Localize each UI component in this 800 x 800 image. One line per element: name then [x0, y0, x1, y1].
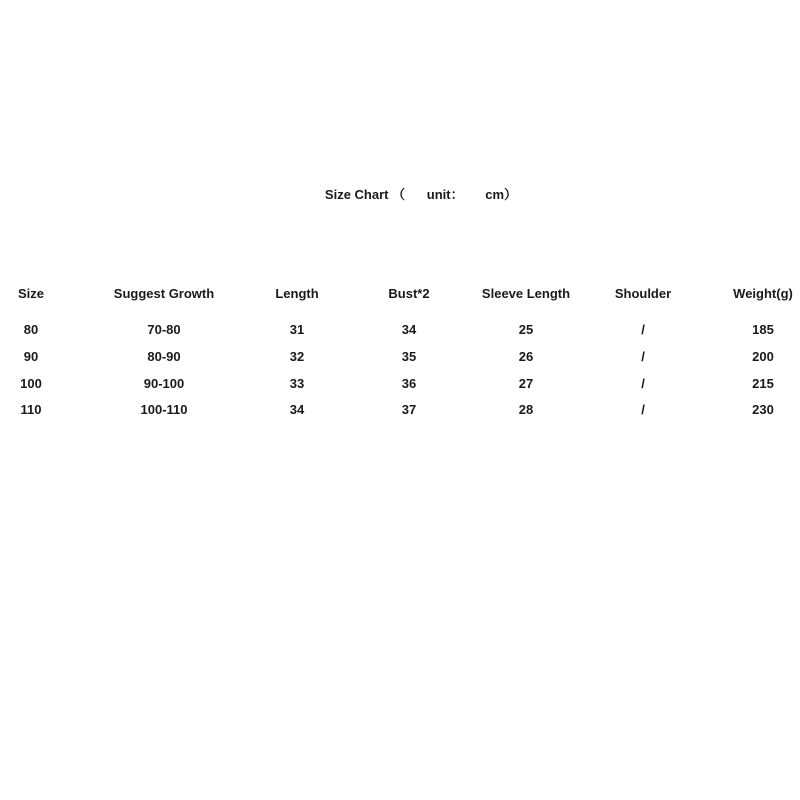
- cell-size: 100: [20, 375, 42, 391]
- cell-sleeve-length: 27: [518, 375, 534, 391]
- table-row: [0, 349, 800, 376]
- cell-weight: 215: [752, 375, 774, 391]
- cell-sleeve-length: 25: [518, 322, 534, 337]
- cell-shoulder: /: [641, 402, 645, 418]
- cell-shoulder: /: [641, 348, 645, 364]
- cell-length: 34: [289, 402, 305, 418]
- table-header-row: [0, 286, 800, 322]
- cell-bust: 34: [401, 322, 417, 337]
- cell-suggest-growth: 100-110: [140, 402, 188, 418]
- cell-shoulder: /: [641, 375, 645, 391]
- cell-shoulder: /: [641, 322, 645, 337]
- cell-bust: 35: [401, 348, 417, 364]
- cell-weight: 185: [752, 322, 774, 337]
- header-sleeve-length: Sleeve Length: [481, 286, 571, 301]
- header-shoulder: Shoulder: [614, 286, 672, 301]
- size-table: [0, 286, 800, 429]
- cell-weight: 200: [752, 348, 774, 364]
- cell-length: 33: [289, 375, 305, 391]
- cell-sleeve-length: 28: [518, 402, 534, 418]
- header-length: Length: [275, 286, 319, 301]
- cell-length: 31: [289, 322, 305, 337]
- header-size: Size: [17, 286, 45, 301]
- cell-size: 110: [20, 402, 42, 418]
- cell-bust: 36: [401, 375, 417, 391]
- size-chart-title: Size Chart （ unit： cm）: [324, 187, 518, 202]
- cell-size: 80: [23, 322, 39, 337]
- table-row: [0, 376, 800, 403]
- cell-length: 32: [289, 348, 305, 364]
- cell-suggest-growth: 70-80: [147, 322, 181, 337]
- header-suggest-growth: Suggest Growth: [113, 286, 215, 301]
- cell-weight: 230: [752, 402, 774, 418]
- cell-bust: 37: [401, 402, 417, 418]
- table-row: [0, 402, 800, 429]
- table-row: [0, 322, 800, 349]
- header-weight: Weight(g): [733, 286, 793, 301]
- cell-suggest-growth: 90-100: [143, 375, 185, 391]
- cell-sleeve-length: 26: [518, 348, 534, 364]
- cell-suggest-growth: 80-90: [147, 348, 181, 364]
- cell-size: 90: [23, 348, 39, 364]
- header-bust: Bust*2: [388, 286, 430, 301]
